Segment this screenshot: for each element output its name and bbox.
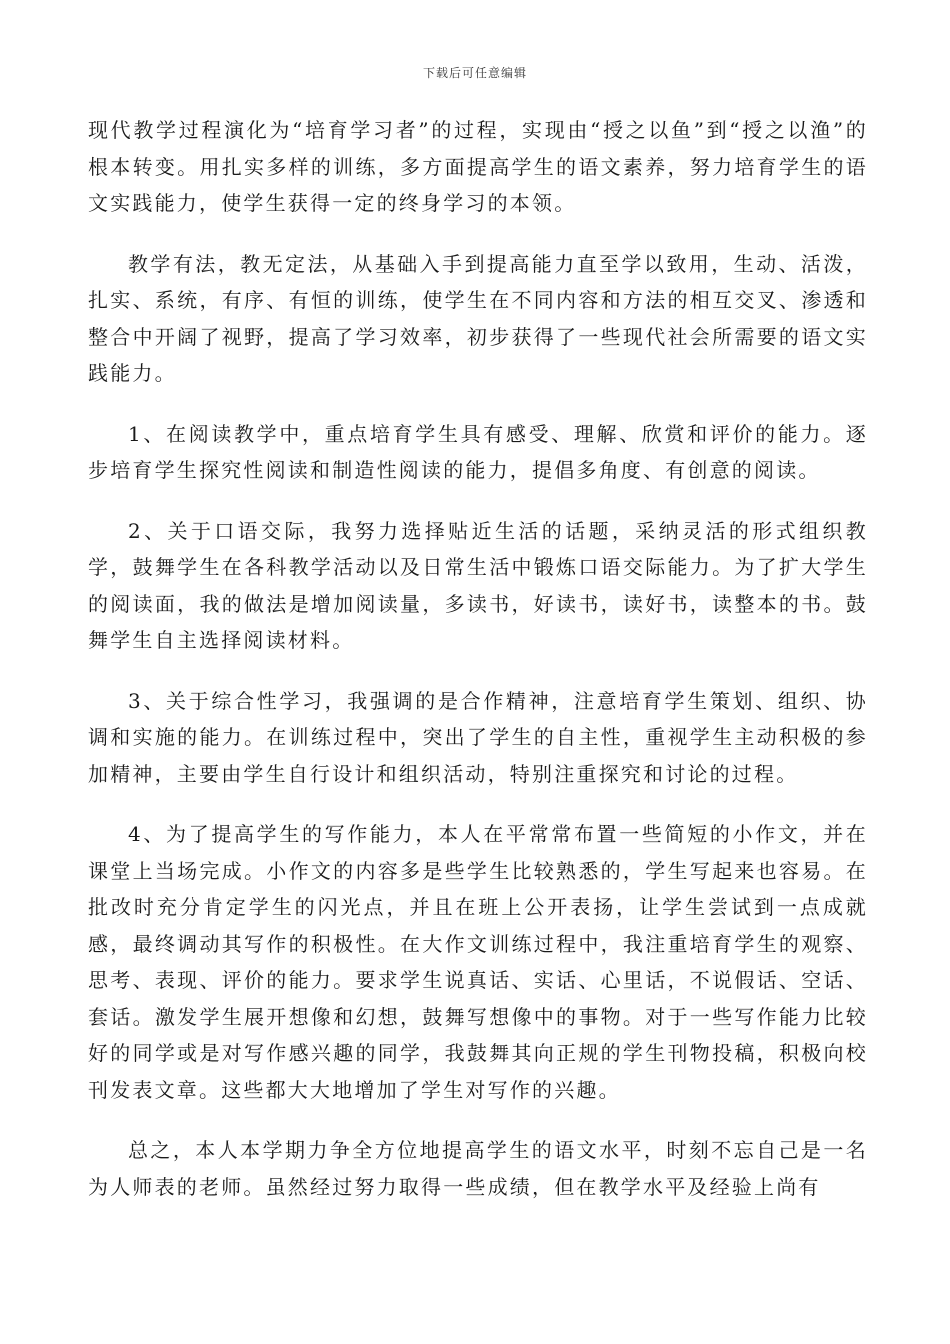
paragraph-2: 教学有法，教无定法，从基础入手到提高能力直至学以致用，生动、活泼，扎实、系统，有序、有恒的训练，使学生在不同内容和方法的相互交叉、渗透和整合中开阔了视野，提高了学习效率，初步获得了一些现代社会所需要的语文实践能力。 xyxy=(88,251,868,385)
paragraph-3: 1、在阅读教学中，重点培育学生具有感受、理解、欣赏和评价的能力。逐步培育学生探究性阅读和制造性阅读的能力，提倡多角度、有创意的阅读。 xyxy=(88,421,868,482)
paragraph-1: 现代教学过程演化为“培育学习者”的过程，实现由“授之以鱼”到“授之以渔”的根本转变。用扎实多样的训练，多方面提高学生的语文素养，努力培育学生的语文实践能力，使学生获得一定的终身学习的本领。 xyxy=(88,118,868,215)
paragraph-5: 3、关于综合性学习，我强调的是合作精神，注意培育学生策划、组织、协调和实施的能力。在训练过程中，突出了学生的自主性，重视学生主动积极的参加精神，主要由学生自行设计和组织活动，特别注重探究和讨论的过程。 xyxy=(88,688,868,786)
paragraph-6: 4、为了提高学生的写作能力，本人在平常常布置一些简短的小作文，并在课堂上当场完成。小作文的内容多是些学生比较熟悉的，学生写起来也容易。在批改时充分肯定学生的闪光点，并且在班上公开表扬，让学生尝试到一点成就感，最终调动其写作的积极性。在大作文训练过程中，我注重培育学生的观察、思考、表现、评价的能力。要求学生说真话、实话、心里话，不说假话、空话、套话。激发学生展开想像和幻想，鼓舞写想像中的事物。对于一些写作能力比较好的同学或是对写作感兴趣的同学，我鼓舞其向正规的学生刊物投稿，积极向校刊发表文章。这些都大大地增加了学生对写作的兴趣。 xyxy=(88,822,868,1102)
paragraph-4: 2、关于口语交际，我努力选择贴近生活的话题，采纳灵活的形式组织教学，鼓舞学生在各科教学活动以及日常生活中锻炼口语交际能力。为了扩大学生的阅读面，我的做法是增加阅读量，多读书，好读书，读好书，读整本的书。鼓舞学生自主选择阅读材料。 xyxy=(88,518,868,652)
page-header: 下载后可任意编辑 xyxy=(422,66,527,80)
paragraph-7: 总之，本人本学期力争全方位地提高学生的语文水平，时刻不忘自己是一名为人师表的老师。虽然经过努力取得一些成绩，但在教学水平及经验上尚有 xyxy=(88,1138,868,1199)
document-body xyxy=(88,112,868,1229)
